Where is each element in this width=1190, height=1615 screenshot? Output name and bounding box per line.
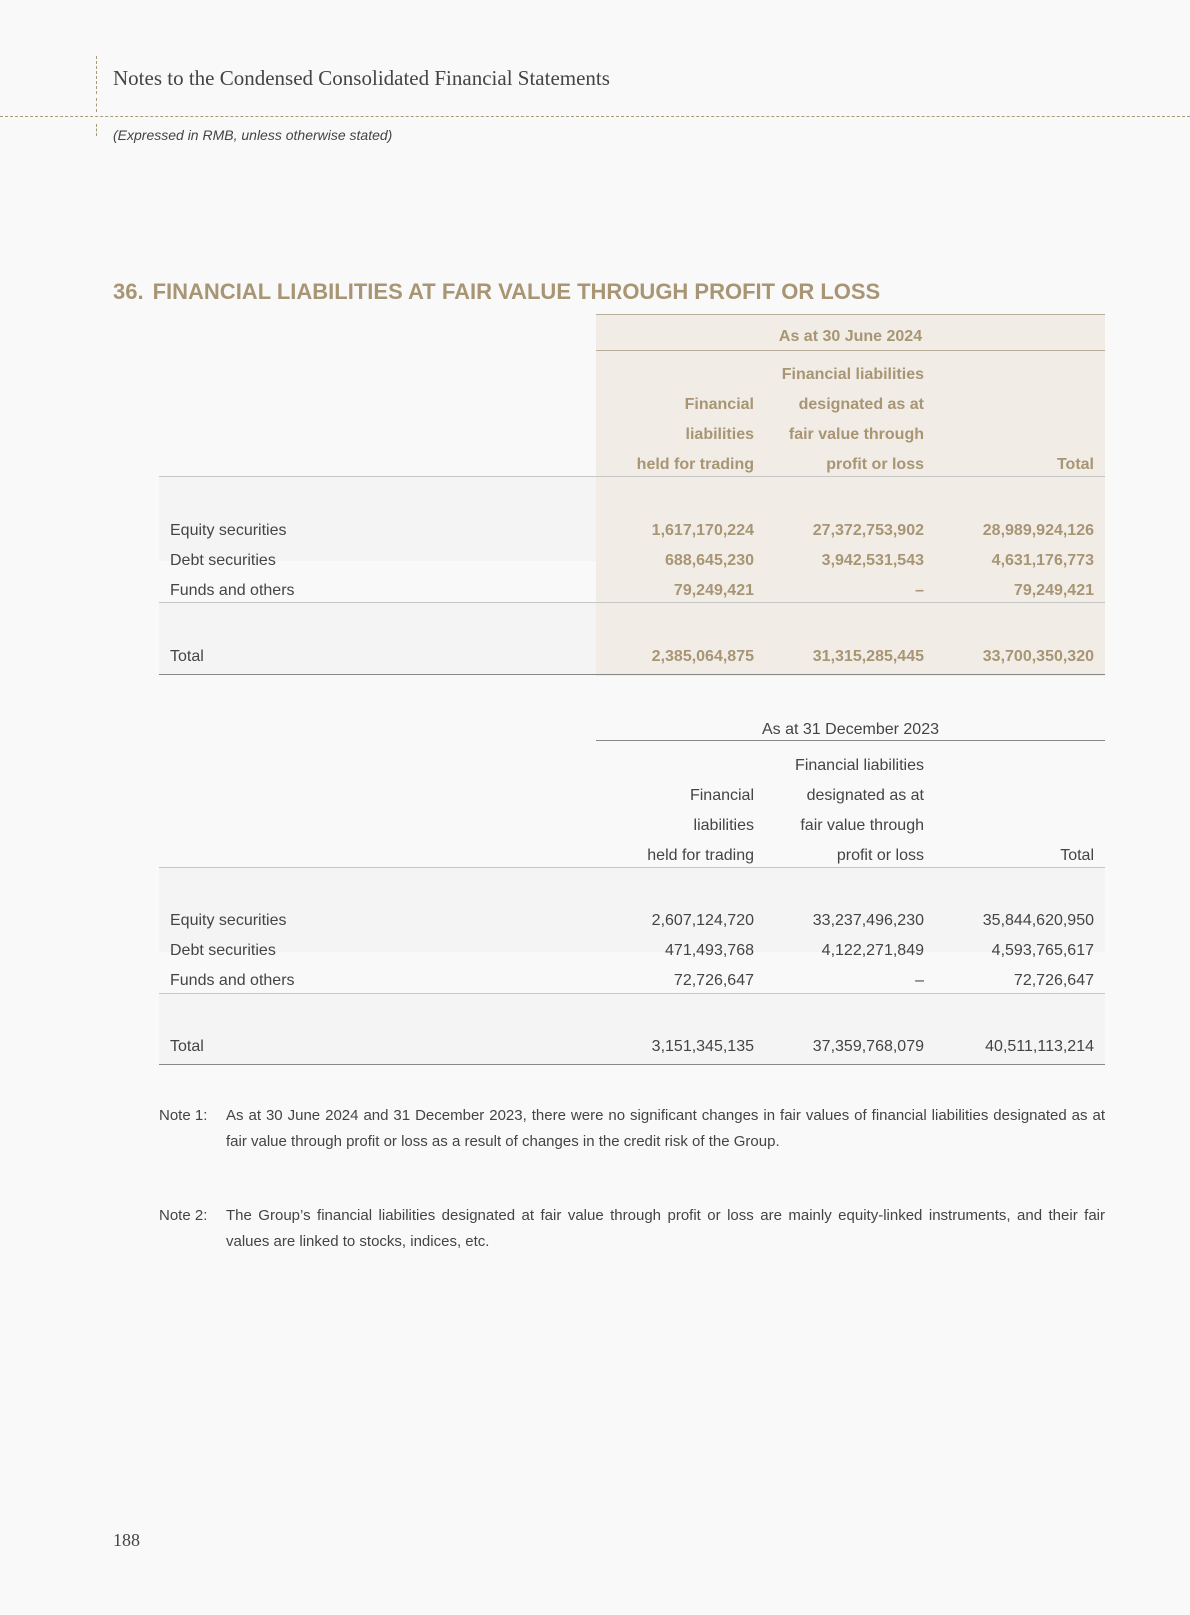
row-label: Funds and others — [170, 582, 295, 599]
row-value: – — [915, 582, 924, 599]
note-text: The Group’s financial liabilities designated at fair value through profit or loss are mainly equity-linked instruments, and their fair values are linked to stocks, indices, etc. — [226, 1207, 1105, 1250]
section-number: 36. — [113, 279, 144, 304]
header-horizontal-rule — [0, 116, 1190, 117]
note-text: As at 30 June 2024 and 31 December 2023, there were no significant changes in fair values of financial liabilities designated as at fair value through profit or loss as a result of changes in the credit risk of the Group. — [226, 1107, 1105, 1150]
row-value: 28,989,924,126 — [982, 522, 1094, 539]
row-label: Debt securities — [170, 942, 276, 959]
row-value: 2,607,124,720 — [651, 912, 754, 929]
column-header-line: profit or loss — [836, 847, 924, 864]
table-top-rule — [596, 314, 1105, 315]
row-value: 33,237,496,230 — [812, 912, 924, 929]
column-header-line: Total — [1060, 847, 1094, 864]
row-label: Debt securities — [170, 552, 276, 569]
row-value: 3,942,531,543 — [821, 552, 924, 569]
column-header-line: Financial liabilities — [795, 757, 924, 774]
row-label: Equity securities — [170, 522, 287, 539]
row-value: 1,617,170,224 — [651, 522, 754, 539]
section-title: FINANCIAL LIABILITIES AT FAIR VALUE THROUGH PROFIT OR LOSS — [152, 279, 881, 304]
note-label: Note 2: — [159, 1207, 208, 1224]
column-header-line: designated as at — [798, 396, 924, 413]
total-band — [159, 994, 1105, 1064]
row-band — [159, 477, 596, 561]
table-bottom-rule — [159, 1064, 1105, 1065]
header-vertical-rule — [96, 56, 97, 94]
column-header-line: Financial — [684, 396, 754, 413]
column-header-line: profit or loss — [826, 456, 924, 473]
header-vertical-rule — [96, 98, 97, 112]
row-value: 4,631,176,773 — [991, 552, 1094, 569]
row-value: 27,372,753,902 — [812, 522, 924, 539]
section-heading — [113, 279, 880, 305]
period-rule — [596, 350, 1105, 351]
row-value: 4,593,765,617 — [991, 942, 1094, 959]
row-label: Funds and others — [170, 972, 295, 989]
row-value: 35,844,620,950 — [982, 912, 1094, 929]
page-header-title: Notes to the Condensed Consolidated Financial Statements — [113, 66, 610, 90]
total-value: 37,359,768,079 — [812, 1038, 924, 1055]
total-value: 33,700,350,320 — [982, 648, 1094, 665]
page-number: 188 — [113, 1530, 140, 1550]
total-band — [159, 603, 596, 674]
period-rule — [596, 740, 1105, 741]
total-label: Total — [170, 1038, 204, 1055]
header-vertical-rule — [96, 124, 97, 136]
currency-note: (Expressed in RMB, unless otherwise stated) — [113, 127, 393, 143]
column-header-line: designated as at — [806, 787, 924, 804]
row-label: Equity securities — [170, 912, 287, 929]
table-june-2024 — [159, 314, 1105, 676]
note-2 — [159, 1203, 1105, 1255]
row-value: 4,122,271,849 — [821, 942, 924, 959]
note-label: Note 1: — [159, 1107, 208, 1124]
total-value: 40,511,113,214 — [985, 1038, 1094, 1055]
column-header-line: liabilities — [685, 426, 754, 443]
column-header-line: liabilities — [693, 817, 754, 834]
row-value: 79,249,421 — [673, 582, 754, 599]
column-header-line: Financial — [689, 787, 754, 804]
column-header-line: held for trading — [636, 456, 754, 473]
total-value: 31,315,285,445 — [812, 648, 924, 665]
note-1 — [159, 1103, 1105, 1155]
row-value: – — [915, 972, 924, 989]
column-header-line: held for trading — [647, 847, 754, 864]
total-value: 2,385,064,875 — [651, 648, 754, 665]
column-header-line: Financial liabilities — [781, 366, 924, 383]
table-december-2023 — [159, 720, 1105, 1066]
row-value: 688,645,230 — [665, 552, 754, 569]
total-value: 3,151,345,135 — [651, 1038, 754, 1055]
row-value: 471,493,768 — [665, 942, 754, 959]
row-value: 72,726,647 — [1013, 972, 1094, 989]
table-bottom-rule — [159, 674, 1105, 675]
row-value: 79,249,421 — [1013, 582, 1094, 599]
column-header-line: Total — [1056, 456, 1094, 473]
period-heading: As at 30 June 2024 — [778, 328, 923, 345]
total-label: Total — [170, 648, 204, 665]
column-header-line: fair value through — [788, 426, 924, 443]
column-header-line: fair value through — [800, 817, 924, 834]
row-band — [159, 868, 1105, 952]
row-value: 72,726,647 — [673, 972, 754, 989]
period-heading: As at 31 December 2023 — [762, 721, 939, 738]
